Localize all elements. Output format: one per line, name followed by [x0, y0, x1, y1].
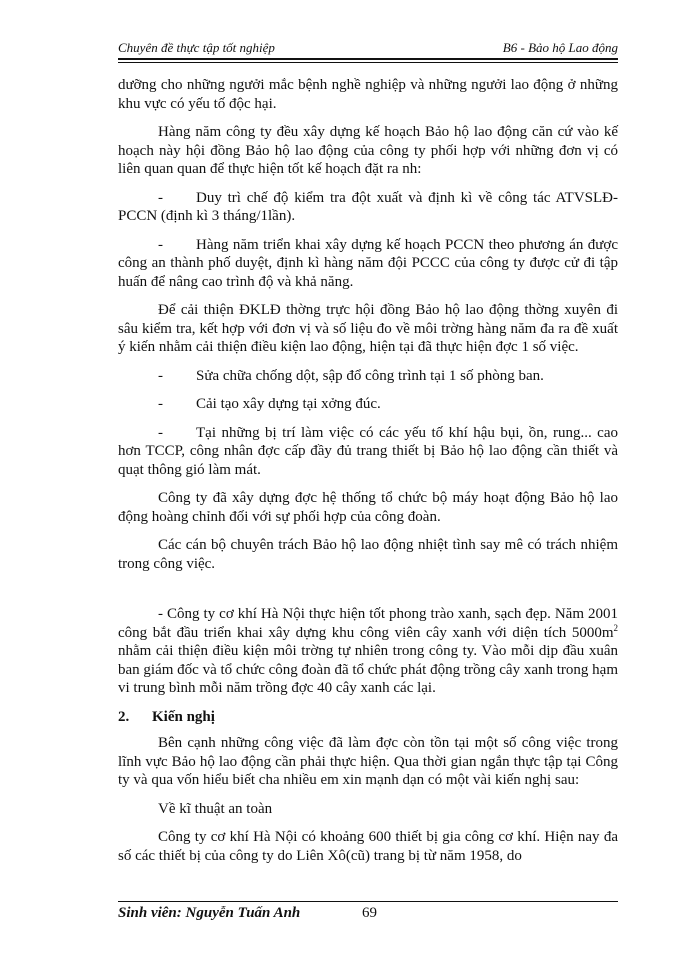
bullet-dash: - — [158, 189, 163, 206]
bullet-dash: - — [158, 396, 163, 412]
paragraph-6-part-a: - Công ty cơ khí Hà Nội thực hiện tốt phong trào xanh, sạch đẹp. Năm 2001 công bắt đầu triển khai xây dựng khu công viên cây xanh với diện tích 5000m — [118, 606, 618, 641]
bullet-item-4 — [118, 395, 618, 414]
bullet-dash: - — [158, 236, 163, 253]
section-number: 2. — [118, 708, 130, 725]
page-footer — [118, 905, 618, 927]
section-title: Kiến nghị — [152, 708, 215, 725]
bullet-item-1 — [118, 189, 618, 226]
bullet-text-1: Duy trì chế độ kiểm tra đột xuất và định kì về công tác ATVSLĐ-PCCN (định kì 3 tháng/1lần). — [118, 189, 618, 224]
section-heading — [118, 708, 618, 727]
bullet-item-2 — [118, 236, 618, 292]
bullet-dash: - — [158, 424, 163, 441]
header-left-title: Chuyên đề thực tập tốt nghiệp — [118, 40, 275, 55]
footer-rule — [118, 901, 618, 902]
paragraph-3: Để cải thiện ĐKLĐ thờng trực hội đồng Bảo hộ lao động thờng xuyên đi sâu kiểm tra, kết hợp với đơn vị và số liệu đo về môi trờng hàng năm đa ra đề xuất ý kiến nhằm cải thiện điều kiện lao động, hiện tại đã thực hiện đợc 1 số việc. — [118, 302, 618, 355]
superscript-two: 2 — [613, 622, 618, 633]
paragraph-1: dưỡng cho những ngưởi mắc bệnh nghề nghiệp và những ngưởi lao động ở những khu vực có yếu tố độc hại. — [118, 77, 618, 112]
header-rule-thin — [118, 62, 618, 63]
paragraph-6-part-b: nhằm cải thiện điều kiện môi trờng tự nhiên trong công ty. Vào mỗi dịp đầu xuân ban giám đốc và tổ chức công đoàn đã tổ chức phát động trồng cây xanh trong hạm vi trung bình mỗi năm trồng đợc 40 cây xanh các lại. — [118, 643, 618, 696]
paragraph-4: Công ty đã xây dựng đợc hệ thống tổ chức bộ máy hoạt động Bảo hộ lao động hoàng chỉnh đối với sự phối hợp của công đoàn. — [118, 490, 618, 525]
paragraph-5: Các cán bộ chuyên trách Bảo hộ lao động nhiệt tình say mê có trách nhiệm trong công việc. — [118, 537, 618, 572]
bullet-text-5: Tại những bị trí làm việc có các yếu tố khí hậu bụi, ồn, rung... cao hơn TCCP, công nhân đợc cấp đầy đủ trang thiết bị Bảo hộ lao động cần thiết và quạt thông gió làm mát. — [118, 424, 618, 478]
bullet-item-5 — [118, 424, 618, 480]
bullet-dash: - — [158, 367, 163, 384]
header-rule-thick — [118, 58, 618, 60]
footer-student-name: Sinh viên: Nguyễn Tuấn Anh — [118, 905, 301, 921]
bullet-text-2: Hàng năm triển khai xây dựng kế hoạch PCCN theo phương án được công an thành phố duyệt, định kì hàng năm đội PCCC của công ty được cử đi tập huấn để nâng cao trình độ và khả năng. — [118, 236, 618, 290]
paragraph-7: Bên cạnh những công việc đã làm đợc còn tồn tại một số công việc trong lĩnh vực Bảo hộ lao động cần phải thực hiện. Qua thời gian ngắn thực tập tại Công ty và qua vốn hiểu biết cha nhiều em xin mạnh dạn có một vài kiến nghị sau: — [118, 735, 618, 788]
bullet-item-3 — [118, 367, 618, 386]
page-header — [118, 40, 618, 60]
header-right-title: B6 - Bảo hộ Lao động — [502, 40, 618, 55]
spacer — [118, 583, 618, 605]
bullet-text-4: Cải tạo xây dựng tại xởng đúc. — [196, 396, 381, 412]
bullet-text-3: Sửa chữa chống dột, sập đổ công trình tại 1 số phòng ban. — [196, 367, 544, 384]
paragraph-2: Hàng năm công ty đều xây dựng kế hoạch Bảo hộ lao động căn cứ vào kế hoạch này hội đồng Bảo hộ lao động của công ty phối hợp với những đơn vị có liên quan quan để thực hiện tốt kế hoạch đặt ra nh: — [118, 124, 618, 177]
paragraph-6 — [118, 605, 618, 698]
page-number: 69 — [362, 905, 377, 921]
paragraph-9: Công ty cơ khí Hà Nội có khoảng 600 thiết bị gia công cơ khí. Hiện nay đa số các thiết bị của công ty do Liên Xô(cũ) trang bị từ năm 1958, do — [118, 829, 618, 864]
document-body — [118, 76, 618, 875]
paragraph-8: Về kĩ thuật an toàn — [158, 800, 273, 817]
